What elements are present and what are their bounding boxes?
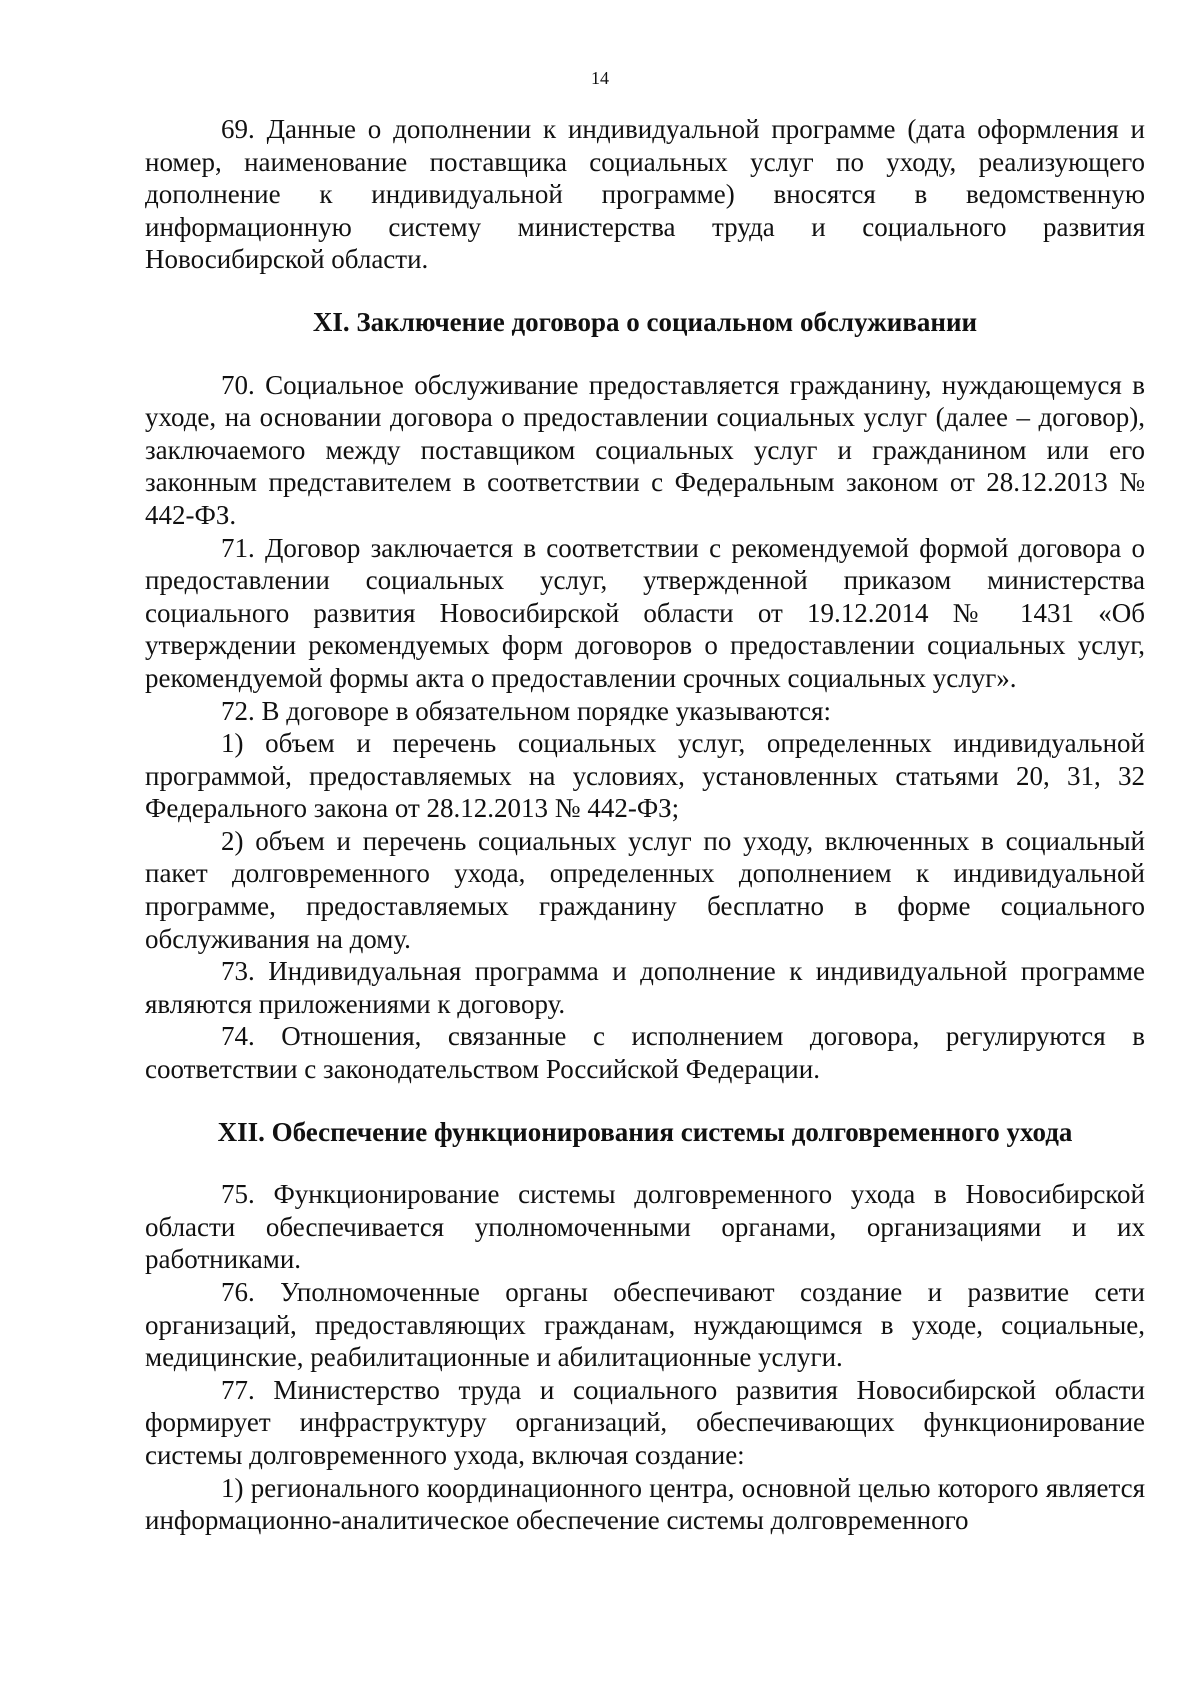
paragraph-72: 72. В договоре в обязательном порядке указываются: bbox=[221, 695, 831, 726]
paragraph-72-item-1: 1) объем и перечень социальных услуг, определенных индивидуальной программой, предоставляемых на условиях, установленных статьями 20, 31, 32 Федерального закона от 28.12.2013 № 442-ФЗ; bbox=[145, 728, 1145, 824]
paragraph-72-item-2: 2) объем и перечень социальных услуг по уходу, включенных в социальный пакет долговременного ухода, определенных дополнением к индивидуальной программе, предоставляемых гражданину бесплатно в форме социального обслуживания на дому. bbox=[145, 825, 1145, 954]
paragraph-77: 77. Министерство труда и социального развития Новосибирской области формирует инфраструктуру организаций, обеспечивающих функционирование системы долговременного ухода, включая создание: bbox=[145, 1374, 1145, 1470]
paragraph-76: 76. Уполномоченные органы обеспечивают создание и развитие сети организаций, предоставляющих гражданам, нуждающимся в уходе, социальные, медицинские, реабилитационные и абилитационные услуги. bbox=[145, 1277, 1145, 1373]
section-heading-xi: XI. Заключение договора о социальном обслуживании bbox=[312, 306, 978, 337]
page-number: 14 bbox=[591, 68, 609, 88]
paragraph-74: 74. Отношения, связанные с исполнением договора, регулируются в соответствии с законодательством Российской Федерации. bbox=[145, 1021, 1145, 1085]
paragraph-75: 75. Функционирование системы долговременного ухода в Новосибирской области обеспечивается уполномоченными органами, организациями и их работниками. bbox=[145, 1179, 1145, 1275]
section-heading-xii: XII. Обеспечение функционирования системы долговременного ухода bbox=[217, 1116, 1073, 1147]
paragraph-70: 70. Социальное обслуживание предоставляется гражданину, нуждающемуся в уходе, на основании договора о предоставлении социальных услуг (далее – договор), заключаемого между поставщиком социальных услуг и гражданином или его законным представителем в соответствии с Федеральным законом от 28.12.2013 № 442-ФЗ. bbox=[145, 369, 1145, 530]
paragraph-77-item-1: 1) регионального координационного центра, основной целью которого является информационно-аналитическое обеспечение системы долговременного bbox=[145, 1472, 1145, 1536]
paragraph-69: 69. Данные о дополнении к индивидуальной программе (дата оформления и номер, наименование поставщика социальных услуг по уходу, реализующего дополнение к индивидуальной программе) вносятся в ведомственную информационную систему министерства труда и социального развития Новосибирской области. bbox=[145, 114, 1145, 275]
paragraph-71: 71. Договор заключается в соответствии с рекомендуемой формой договора о предоставлении социальных услуг, утвержденной приказом министерства социального развития Новосибирской области от 19.12.2014 № 1431 «Об утверждении рекомендуемых форм договоров о предоставлении социальных услуг, рекомендуемой формы акта о предоставлении срочных социальных услуг». bbox=[145, 532, 1145, 693]
document-body bbox=[145, 113, 1145, 1537]
paragraph-73: 73. Индивидуальная программа и дополнение к индивидуальной программе являются приложениями к договору. bbox=[145, 956, 1145, 1019]
